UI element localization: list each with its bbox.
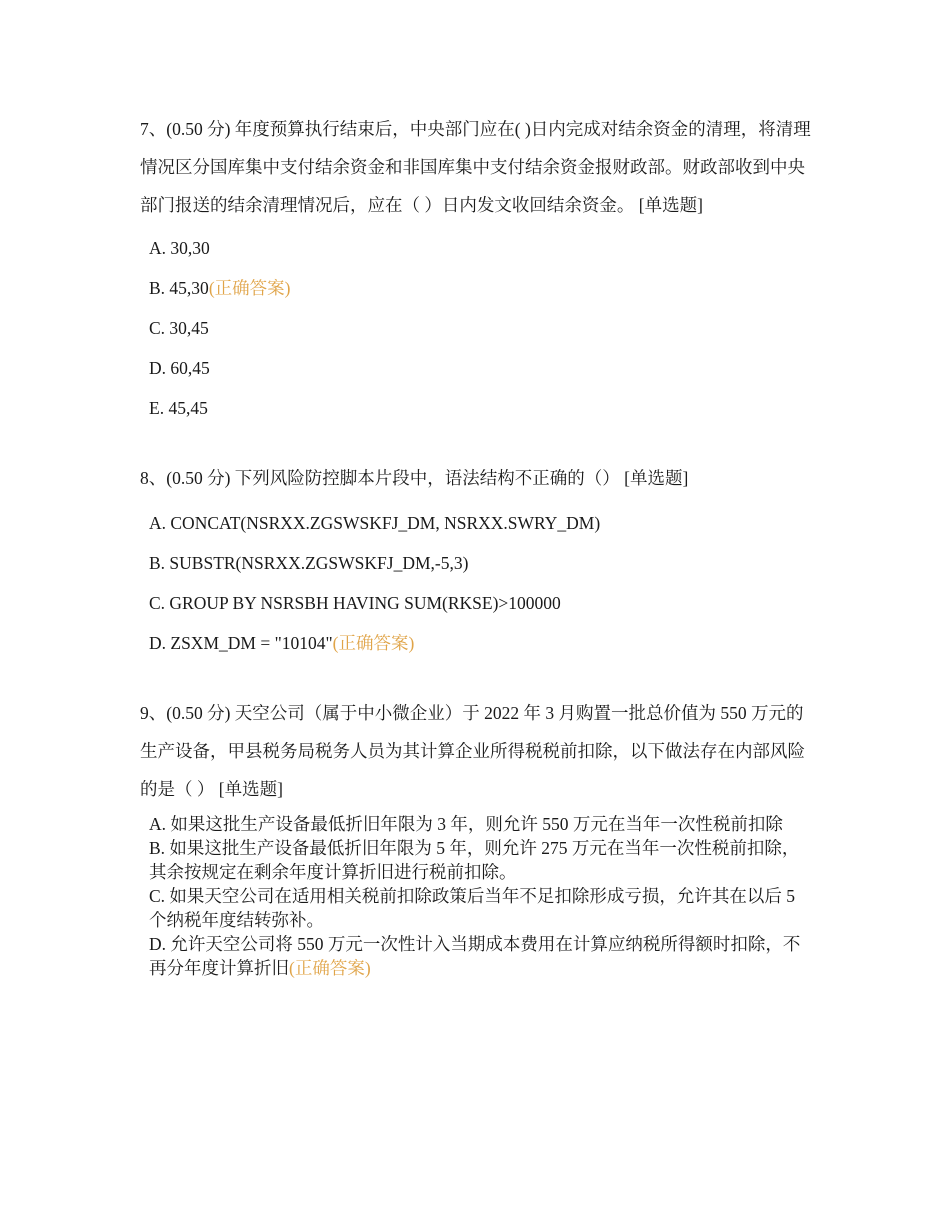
option-label: C. GROUP BY NSRSBH HAVING SUM(RKSE)>100000: [149, 593, 561, 613]
option-c: [140, 583, 812, 623]
option-a: [140, 228, 812, 268]
question-stem: 9、(0.50 分) 天空公司（属于中小微企业）于 2022 年 3 月购置一批总价值为 550 万元的生产设备，甲县税务局税务人员为其计算企业所得税税前扣除，以下做法存在内部风险的是（ ） [单选题]: [140, 703, 805, 799]
correct-answer-marker: (正确答案): [208, 278, 291, 298]
question-8: [140, 459, 812, 663]
option-label: A. 如果这批生产设备最低折旧年限为 3 年，则允许 550 万元在当年一次性税前扣除: [149, 814, 783, 834]
question-7: [140, 110, 812, 428]
option-label: C. 30,45: [149, 318, 209, 338]
question-stem: 7、(0.50 分) 年度预算执行结束后，中央部门应在( )日内完成对结余资金的清理，将清理情况区分国库集中支付结余资金和非国库集中支付结余资金报财政部。财政部收到中央部门报送的结余清理情况后，应在（ ）日内发文收回结余资金。 [单选题]: [140, 119, 811, 215]
option-c: [140, 308, 812, 348]
option-c: [140, 884, 812, 932]
option-d: [140, 623, 812, 663]
option-label: A. 30,30: [149, 238, 210, 258]
option-label: B. 45,30: [149, 278, 209, 298]
option-label: D. 60,45: [149, 358, 210, 378]
option-d: [140, 932, 812, 980]
option-e: [140, 388, 812, 428]
correct-answer-marker: (正确答案): [289, 958, 371, 978]
option-a: [140, 503, 812, 543]
option-label: A. CONCAT(NSRXX.ZGSWSKFJ_DM, NSRXX.SWRY_DM): [149, 513, 601, 533]
option-d: [140, 348, 812, 388]
option-label: E. 45,45: [149, 398, 208, 418]
option-label: D. ZSXM_DM = "10104": [149, 633, 333, 653]
correct-answer-marker: (正确答案): [332, 633, 415, 653]
option-a: [140, 812, 812, 836]
option-label: C. 如果天空公司在适用相关税前扣除政策后当年不足扣除形成亏损，允许其在以后 5 个纳税年度结转弥补。: [149, 886, 796, 930]
option-b: [140, 543, 812, 583]
document-page: [140, 110, 812, 980]
option-label: B. SUBSTR(NSRXX.ZGSWSKFJ_DM,-5,3): [149, 553, 469, 573]
option-b: [140, 836, 812, 884]
question-9: [140, 694, 812, 980]
option-label: B. 如果这批生产设备最低折旧年限为 5 年，则允许 275 万元在当年一次性税前扣除，其余按规定在剩余年度计算折旧进行税前扣除。: [149, 838, 800, 882]
option-label: D. 允许天空公司将 550 万元一次性计入当期成本费用在计算应纳税所得额时扣除，不再分年度计算折旧: [149, 934, 801, 978]
question-stem: 8、(0.50 分) 下列风险防控脚本片段中，语法结构不正确的（） [单选题]: [140, 468, 689, 488]
option-b: [140, 268, 812, 308]
